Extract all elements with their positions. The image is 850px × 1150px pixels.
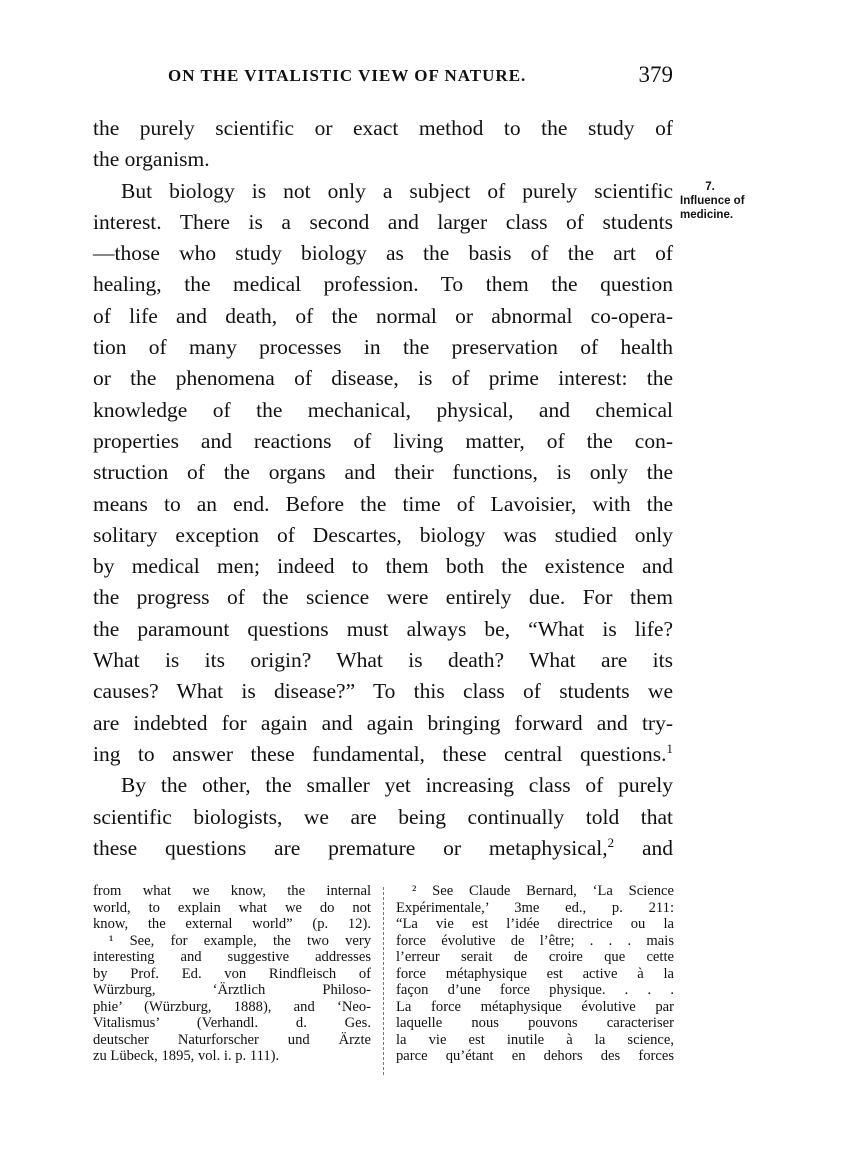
footnote-column-right (396, 883, 674, 1065)
footnote-line: world, to explain what we do not (93, 899, 371, 916)
body-line-text: and (641, 835, 674, 860)
page-number: 379 (638, 62, 673, 87)
body-line: solitary exception of Descartes, biology was studied only (93, 522, 673, 547)
body-line: the progress of the science were entirely due. For them (93, 585, 673, 610)
body-line: the paramount questions must always be, “What is life? (93, 616, 673, 641)
footnote-column-left (93, 883, 371, 1065)
footnote-line: phie’ (Würzburg, 1888), and ‘Neo- (93, 998, 371, 1015)
footnote-line: know, the external world” (p. 12). (93, 916, 371, 932)
body-line-with-footnote (93, 833, 673, 864)
body-line: causes? What is disease?” To this class of students we (93, 679, 673, 704)
footnote-line: by Prof. Ed. von Rindfleisch of (93, 965, 371, 982)
footnote-marker: 1 (666, 741, 673, 756)
body-line: What is its origin? What is death? What are its (93, 648, 673, 673)
body-line: —those who study biology as the basis of the art of (93, 241, 673, 266)
footnote-line: ¹ See, for example, the two very (109, 932, 371, 949)
footnote-line: façon d’une force physique. . . . (396, 982, 674, 998)
body-line: By the other, the smaller yet increasing class of purely (121, 773, 673, 798)
footnote-line: parce qu’étant en dehors des forces (396, 1048, 674, 1064)
footnotes (93, 883, 675, 1083)
footnote-line: ² See Claude Bernard, ‘La Science (412, 883, 674, 899)
footnote-divider (383, 887, 384, 1075)
body-line: tion of many processes in the preservation of health (93, 335, 673, 360)
margin-note-line-1: Influence of (680, 195, 745, 207)
body-line: or the phenomena of disease, is of prime interest: the (93, 366, 673, 391)
footnote-line: force métaphysique est active à la (396, 965, 674, 982)
body-line: the organism. (93, 147, 210, 172)
footnote-line: l’erreur serait de croire que cette (396, 949, 674, 965)
body-text (93, 113, 673, 864)
footnote-line: Expérimentale,’ 3me ed., p. 211: (396, 899, 674, 916)
body-line: of life and death, of the normal or abnormal co-opera- (93, 303, 673, 328)
footnote-line: la vie est inutile à la science, (396, 1031, 674, 1048)
running-title: ON THE VITALISTIC VIEW OF NATURE. (168, 66, 527, 85)
footnote-line: Würzburg, ‘Ärztlich Philoso- (93, 982, 371, 998)
footnote-line: interesting and suggestive addresses (93, 949, 371, 965)
body-line: interest. There is a second and larger class of students (93, 209, 673, 234)
body-line-with-footnote (93, 739, 673, 770)
footnote-line: La force métaphysique évolutive par (396, 998, 674, 1015)
footnote-line: zu Lübeck, 1895, vol. i. p. 111). (93, 1048, 280, 1064)
body-line: scientific biologists, we are being continually told that (93, 804, 673, 829)
footnote-marker: 2 (607, 835, 615, 850)
margin-note-line-2: medicine. (680, 209, 734, 221)
margin-note (680, 180, 775, 222)
body-line: struction of the organs and their functions, is only the (93, 460, 673, 485)
footnote-line: deutscher Naturforscher und Ärzte (93, 1031, 371, 1048)
footnote-line: “La vie est l’idée directrice ou la (396, 916, 674, 932)
body-line: are indebted for again and again bringing forward and try- (93, 710, 673, 735)
body-line: properties and reactions of living matter, of the con- (93, 428, 673, 453)
body-line-text: ing to answer these fundamental, these central questions. (93, 741, 667, 766)
body-line: But biology is not only a subject of purely scientific (121, 178, 673, 203)
footnote-line: laquelle nous pouvons caracteriser (396, 1015, 674, 1031)
body-line: means to an end. Before the time of Lavoisier, with the (93, 491, 673, 516)
footnote-line: from what we know, the internal (93, 883, 371, 899)
body-line: the purely scientific or exact method to the study of (93, 116, 673, 140)
footnote-line: Vitalismus’ (Verhandl. d. Ges. (93, 1015, 371, 1031)
footnote-line: force évolutive de l’être; . . . mais (396, 932, 674, 949)
body-line: knowledge of the mechanical, physical, and chemical (93, 397, 673, 422)
body-line: healing, the medical profession. To them the question (93, 272, 673, 297)
page-header (93, 62, 673, 92)
body-line-text: these questions are premature or metaphysical, (93, 835, 608, 860)
margin-note-number: 7. (705, 181, 715, 193)
body-line: by medical men; indeed to them both the existence and (93, 554, 673, 579)
